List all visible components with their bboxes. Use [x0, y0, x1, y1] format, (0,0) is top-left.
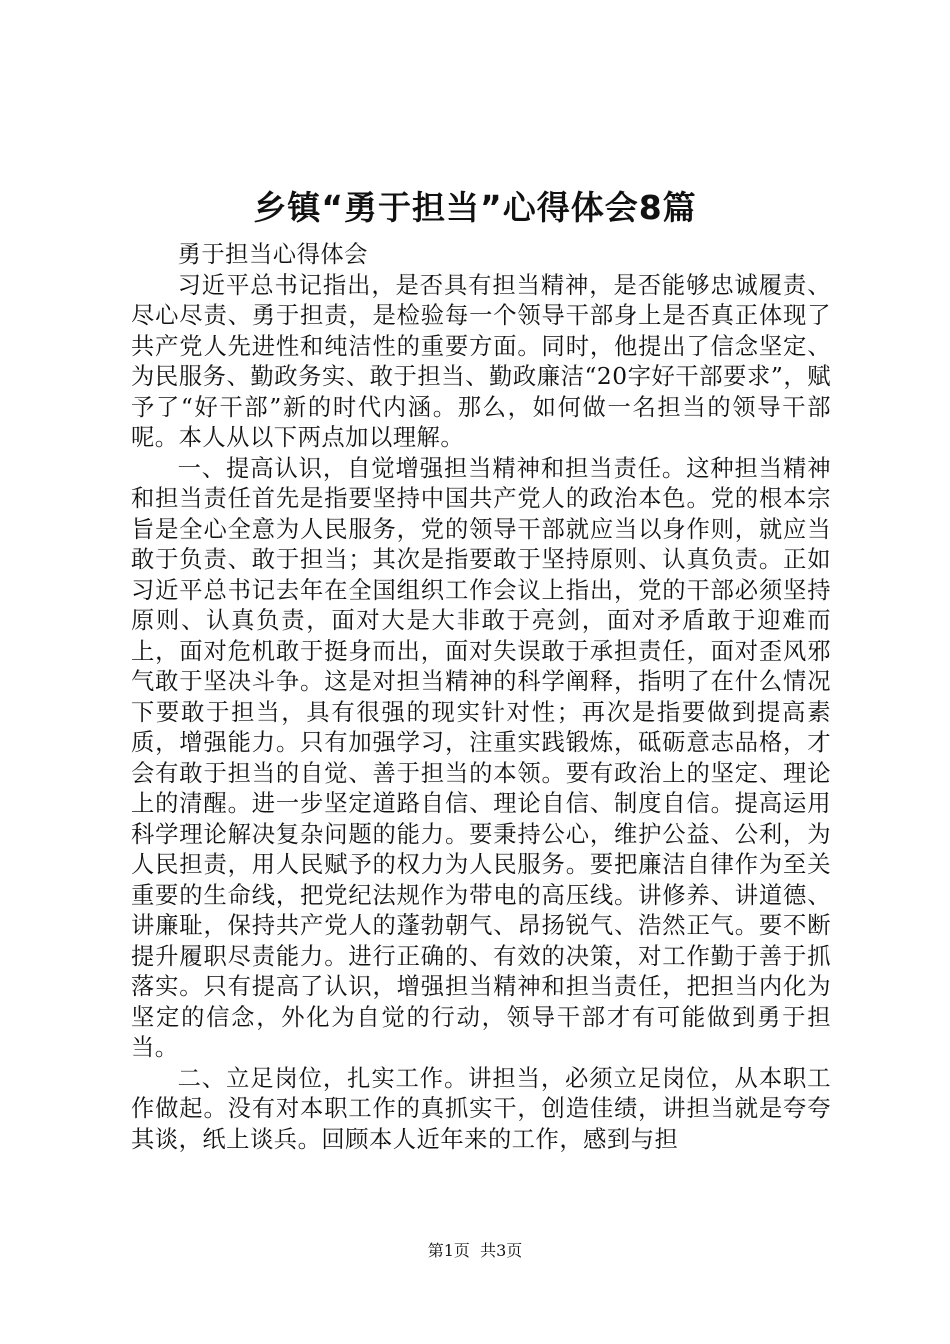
document-body	[131, 240, 831, 1155]
document-title: 乡镇“勇于担当”心得体会8篇	[253, 188, 697, 227]
page-total: 共3页	[480, 1241, 523, 1260]
page-number: 第1页	[427, 1241, 470, 1260]
page-footer	[0, 1241, 950, 1261]
paragraph-section-2: 二、立足岗位，扎实工作。讲担当，必须立足岗位，从本职工作做起。没有对本职工作的真抓实干，创造佳绩，讲担当就是夸夸其谈，纸上谈兵。回顾本人近年来的工作，感到与担	[131, 1064, 831, 1153]
subtitle-paragraph: 勇于担当心得体会	[177, 241, 368, 268]
paragraph-intro: 习近平总书记指出，是否具有担当精神，是否能够忠诚履责、尽心尽责、勇于担责，是检验每一个领导干部身上是否真正体现了共产党人先进性和纯洁性的重要方面。同时，他提出了信念坚定、为民服务、勤政务实、敢于担当、勤政廉洁“20字好干部要求”，赋予了“好干部”新的时代内涵。那么，如何做一名担当的领导干部呢。本人从以下两点加以理解。	[131, 271, 831, 451]
paragraph-section-1: 一、提高认识，自觉增强担当精神和担当责任。这种担当精神和担当责任首先是指要坚持中国共产党人的政治本色。党的根本宗旨是全心全意为人民服务，党的领导干部就应当以身作则，就应当敢于负责、敢于担当；其次是指要敢于坚持原则、认真负责。正如习近平总书记去年在全国组织工作会议上指出，党的干部必须坚持原则、认真负责，面对大是大非敢于亮剑，面对矛盾敢于迎难而上，面对危机敢于挺身而出，面对失误敢于承担责任，面对歪风邪气敢于坚决斗争。这是对担当精神的科学阐释，指明了在什么情况下要敢于担当，具有很强的现实针对性；再次是指要做到提高素质，增强能力。只有加强学习，注重实践锻炼，砥砺意志品格，才会有敢于担当的自觉、善于担当的本领。要有政治上的坚定、理论上的清醒。进一步坚定道路自信、理论自信、制度自信。提高运用科学理论解决复杂问题的能力。要秉持公心，维护公益、公利，为人民担责，用人民赋予的权力为人民服务。要把廉洁自律作为至关重要的生命线，把党纪法规作为带电的高压线。讲修养、讲道德、讲廉耻，保持共产党人的蓬勃朝气、昂扬锐气、浩然正气。要不断提升履职尽责能力。进行正确的、有效的决策，对工作勤于善于抓落实。只有提高了认识，增强担当精神和担当责任，把担当内化为坚定的信念，外化为自觉的行动，领导干部才有可能做到勇于担当。	[131, 454, 831, 1061]
